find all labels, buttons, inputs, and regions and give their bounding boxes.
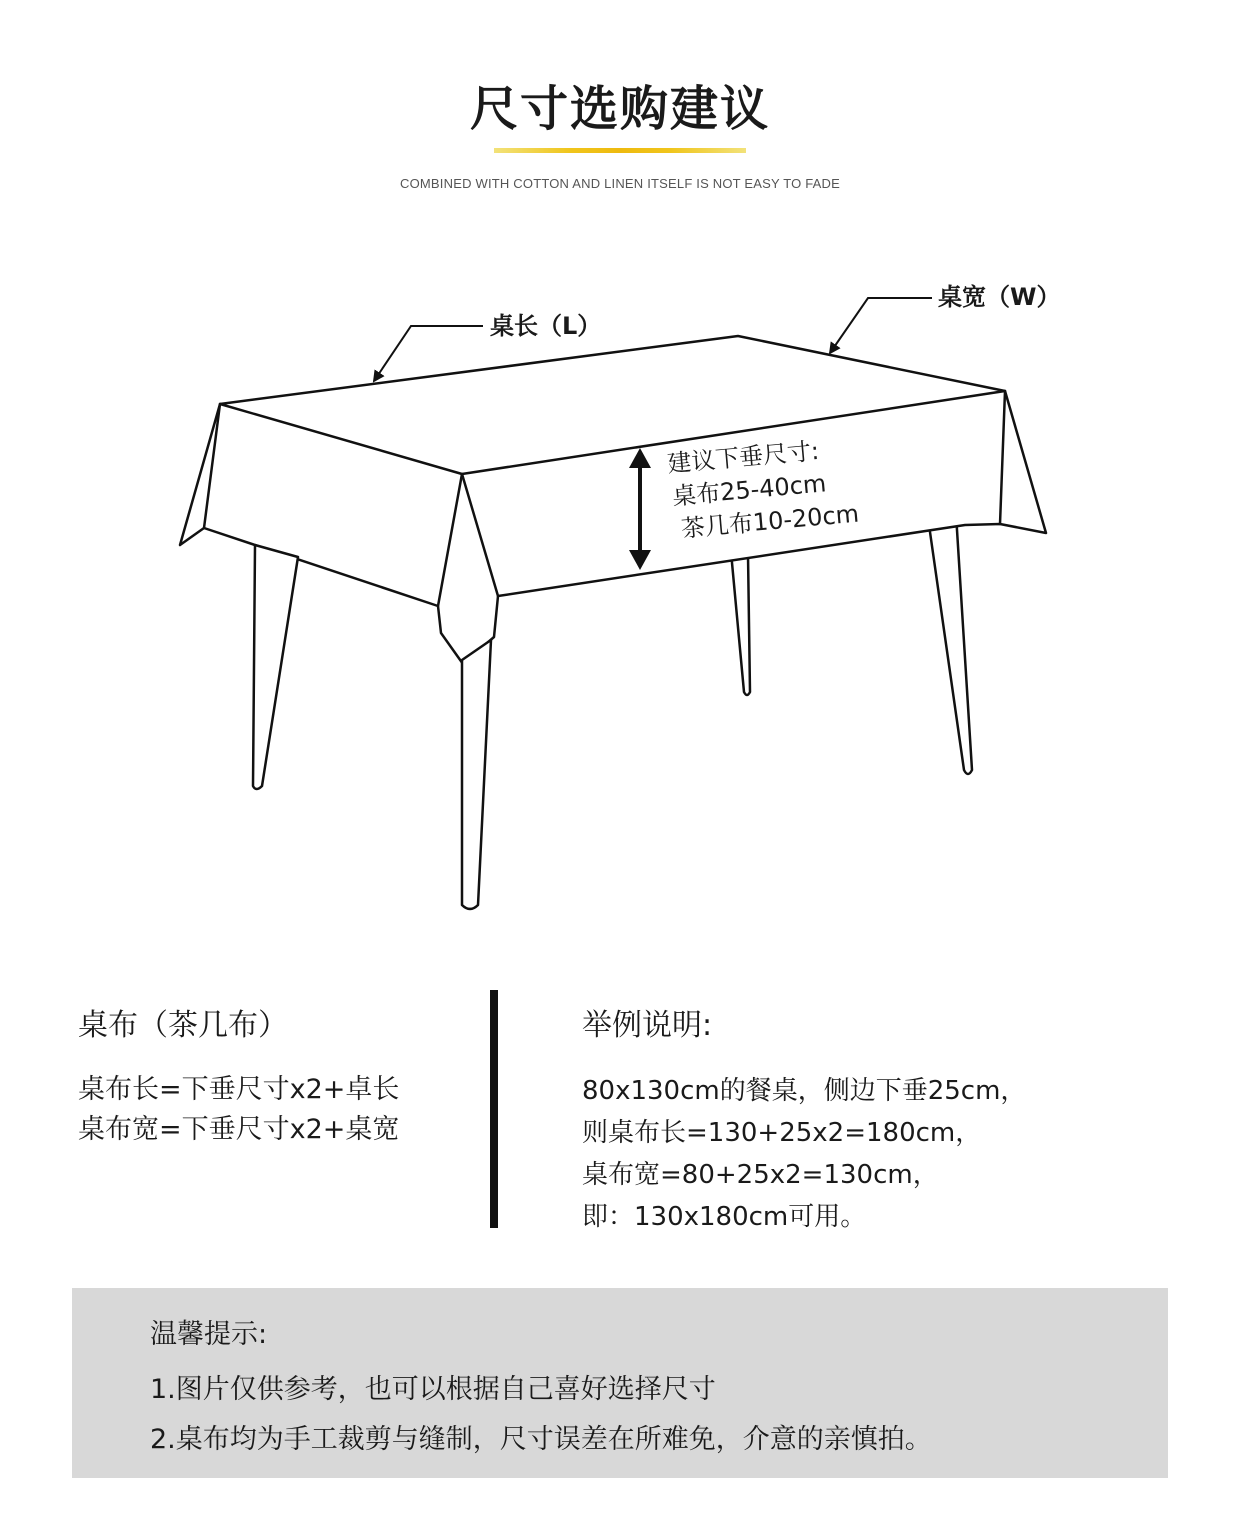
tips-line-1: 1.图片仅供参考，也可以根据自己喜好选择尺寸 [150, 1374, 716, 1405]
title-underline [494, 148, 746, 153]
front-left-leg [253, 545, 298, 789]
tips-box [72, 1288, 1168, 1478]
column-divider [490, 990, 498, 1228]
table-diagram [0, 260, 1240, 940]
formula-width: 桌布宽=下垂尺寸x2+桌宽 [78, 1114, 400, 1145]
formula-title: 桌布（茶几布） [78, 1008, 288, 1043]
example-title: 举例说明: [582, 1008, 713, 1043]
drop-note-title: 建议下垂尺寸: [666, 436, 821, 478]
back-left-leg [731, 552, 750, 695]
tips-title: 温馨提示: [150, 1319, 268, 1350]
example-line-2: 则桌布长=130+25x2=180cm， [582, 1118, 982, 1148]
front-right-leg [462, 640, 491, 909]
width-label: 桌宽（W） [938, 283, 1061, 311]
drop-note-table: 桌布25-40cm [671, 469, 828, 511]
drop-note-coffee: 茶几布10-20cm [679, 499, 861, 544]
formula-section [78, 1000, 478, 1150]
tips-line-2: 2.桌布均为手工裁剪与缝制，尺寸误差在所难免，介意的亲慎拍。 [150, 1424, 932, 1455]
example-line-3: 桌布宽=80+25x2=130cm， [582, 1160, 939, 1190]
tablecloth [180, 336, 1046, 664]
width-leader [830, 298, 932, 353]
example-section [582, 1000, 1202, 1238]
page-title: 尺寸选购建议 [469, 81, 770, 137]
subtitle: COMBINED WITH COTTON AND LINEN ITSELF IS NOT EASY TO FADE [400, 176, 840, 191]
example-line-4: 即：130x180cm可用。 [582, 1202, 867, 1232]
length-label: 桌长（L） [490, 312, 602, 340]
back-right-leg [928, 514, 972, 774]
formula-length: 桌布长=下垂尺寸x2+卓长 [78, 1074, 400, 1105]
example-line-1: 80x130cm的餐桌，侧边下垂25cm， [582, 1076, 1027, 1106]
